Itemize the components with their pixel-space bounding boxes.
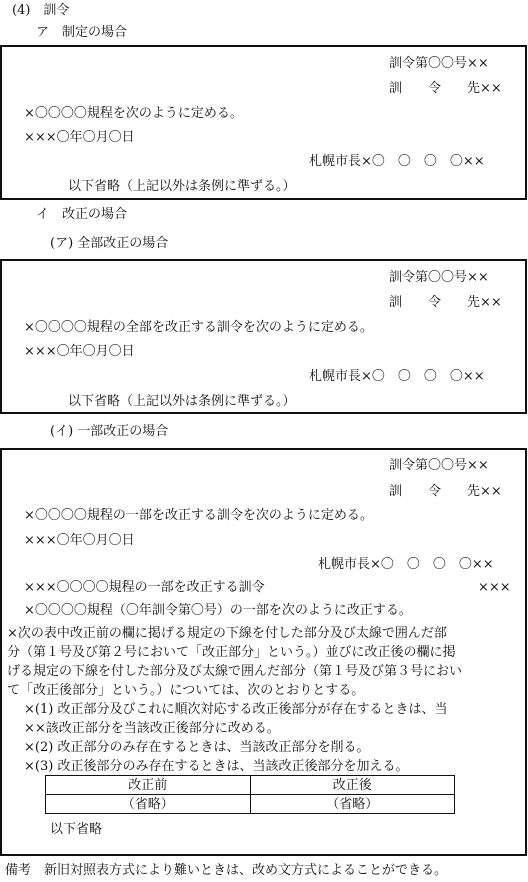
- remarks-note: 備考 新旧対照表方式により難いときは、改め文方式によることができる。: [5, 863, 448, 878]
- enact-date: ×××〇年〇月〇日: [24, 130, 135, 145]
- partial-revision-body: ×〇〇〇〇規程の一部を改正する訓令を次のように定める。: [24, 508, 373, 523]
- full-revision-signer: 札幌市長×〇 〇 〇 〇××: [309, 369, 485, 384]
- comparison-table: [45, 775, 455, 814]
- full-revision-date: ×××〇年〇月〇日: [24, 344, 135, 359]
- table-header-before: 改正前: [46, 776, 251, 795]
- table-row: [46, 795, 455, 814]
- enact-signer: 札幌市長×〇 〇 〇 〇××: [309, 154, 485, 169]
- partial-revision-heading: (イ) 一部改正の場合: [50, 424, 169, 439]
- enact-body: ×〇〇〇〇規程を次のように定める。: [24, 106, 243, 121]
- revision-line: ×〇〇〇〇規程（〇年訓令第〇号）の一部を次のように改正する。: [24, 603, 412, 618]
- full-revision-heading: (ア) 全部改正の場合: [50, 236, 169, 251]
- table-header-row: [46, 776, 455, 795]
- list-item: ××該改正部分を当該改正後部分に改める。: [24, 721, 280, 736]
- partial-revision-omit: 以下省略: [50, 822, 103, 837]
- enact-heading: ア 制定の場合: [36, 25, 128, 40]
- directive-number: 訓令第〇〇号××: [389, 270, 489, 285]
- revision-title-marks: ×××: [478, 580, 511, 595]
- table-cell-before: （省略）: [46, 795, 251, 814]
- revision-title: ×××〇〇〇〇規程の一部を改正する訓令: [24, 580, 265, 595]
- directive-destination: 訓 令 先××: [389, 295, 502, 310]
- revision-heading: イ 改正の場合: [36, 207, 128, 222]
- table-header-after: 改正後: [250, 776, 455, 795]
- directive-number: 訓令第〇〇号××: [389, 458, 489, 473]
- directive-number: 訓令第〇〇号××: [389, 56, 489, 71]
- paragraph-line: 分（第１号及び第２号において「改正部分」という。）並びに改正後の欄に掲: [7, 645, 456, 660]
- enact-omit: 以下省略（上記以外は条例に準ずる。）: [68, 179, 296, 194]
- paragraph-line: て「改正後部分」という。）については、次のとおりとする。: [7, 683, 365, 698]
- partial-revision-date: ×××〇年〇月〇日: [24, 533, 135, 548]
- list-item: ×(1) 改正部分及びこれに順次対応する改正後部分が存在するときは、当: [24, 702, 448, 717]
- list-item: ×(3) 改正後部分のみ存在するときは、当該改正後部分を加える。: [24, 759, 409, 774]
- paragraph-line: げる規定の下線を付した部分及び太線で囲んだ部分（第１号及び第３号におい: [7, 664, 463, 679]
- directive-destination: 訓 令 先××: [389, 484, 502, 499]
- directive-destination: 訓 令 先××: [389, 81, 502, 96]
- full-revision-omit: 以下省略（上記以外は条例に準ずる。）: [68, 394, 296, 409]
- paragraph-line: ×次の表中改正前の欄に掲げる規定の下線を付した部分及び太線で囲んだ部: [7, 626, 447, 641]
- full-revision-body: ×〇〇〇〇規程の全部を改正する訓令を次のように定める。: [24, 320, 373, 335]
- section-heading: (4) 訓令: [12, 3, 70, 18]
- table-cell-after: （省略）: [250, 795, 455, 814]
- partial-revision-signer: 札幌市長×〇 〇 〇 〇××: [318, 557, 494, 572]
- list-item: ×(2) 改正部分のみ存在するときは、当該改正部分を削る。: [24, 740, 370, 755]
